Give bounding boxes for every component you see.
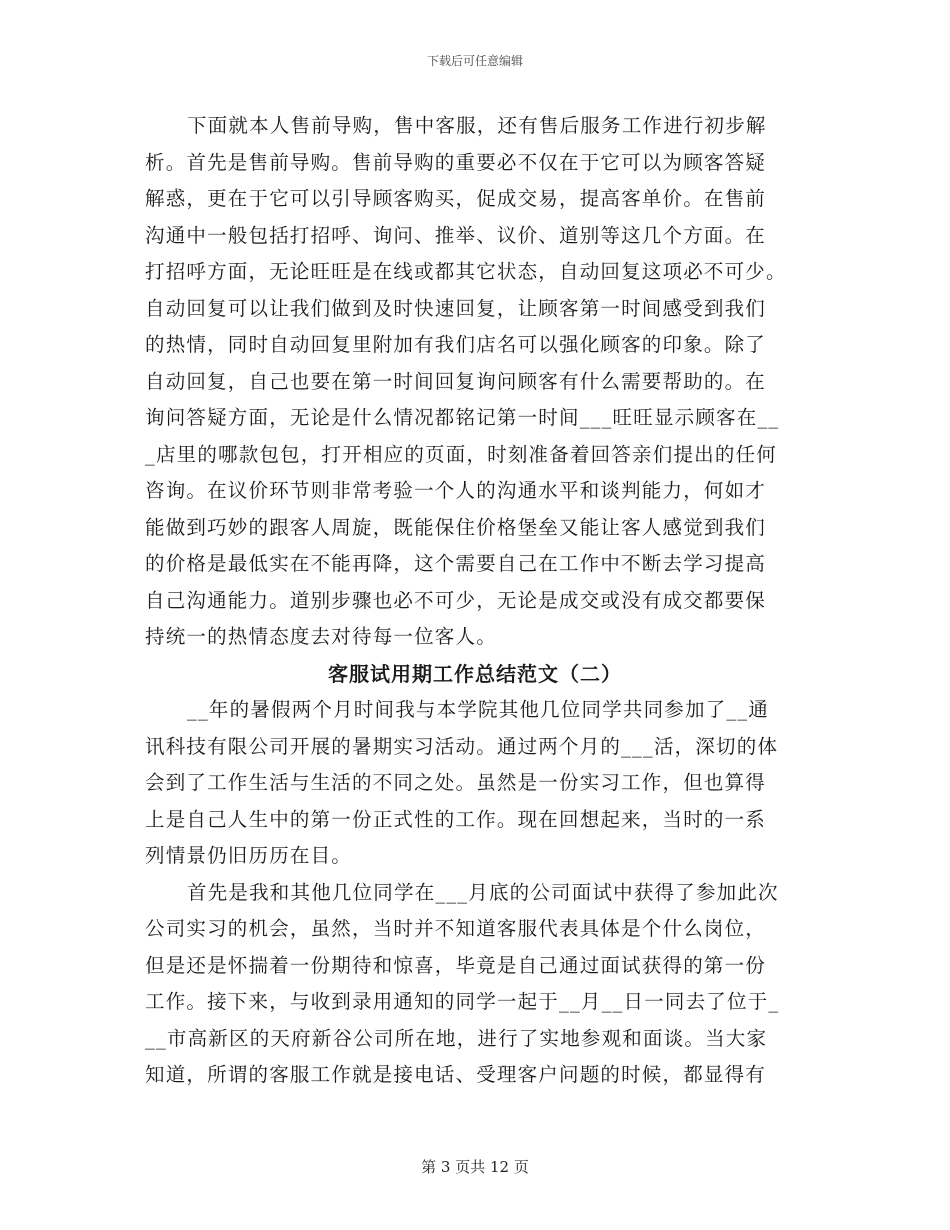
paragraph-line: 询问答疑方面，无论是什么情况都铭记第一时间___旺旺显示顾客在__ — [145, 406, 780, 429]
paragraph-line: 沟通中一般包括打招呼、询问、推举、议价、道别等这几个方面。在 — [145, 223, 767, 247]
paragraph-line: 公司实习的机会，虽然，当时并不知道客服代表具体是个什么岗位， — [145, 917, 767, 940]
paragraph-line: 首先是我和其他几位同学在___月底的公司面试中获得了参加此次 — [187, 880, 779, 904]
paragraph-3 — [145, 875, 805, 1094]
paragraph-line: 析。首先是售前导购。售前导购的重要必不仅在于它可以为顾客答疑 — [145, 150, 767, 174]
paragraph-line: __年的暑假两个月时间我与本学院其他几位同学共同参加了__通 — [187, 698, 770, 721]
paragraph-line: 上是自己人生中的第一份正式性的工作。现在回想起来，当时的一系 — [145, 807, 767, 831]
paragraph-line: 自动回复，自己也要在第一时间回复询问顾客有什么需要帮助的。在 — [145, 369, 767, 393]
paragraph-line: 讯科技有限公司开展的暑期实习活动。通过两个月的___活，深切的体 — [145, 734, 779, 758]
paragraph-line: 会到了工作生活与生活的不同之处。虽然是一份实习工作，但也算得 — [145, 771, 767, 794]
paragraph-line: 自动回复可以让我们做到及时快速回复，让顾客第一时间感受到我们 — [145, 296, 767, 320]
paragraph-line: 持统一的热情态度去对待每一位客人。 — [145, 625, 497, 648]
document-body — [145, 108, 805, 1094]
paragraph-line: 知道，所谓的客服工作就是接电话、受理客户问题的时候，都显得有 — [145, 1063, 767, 1086]
paragraph-2 — [145, 692, 805, 875]
paragraph-1 — [145, 108, 805, 656]
paragraph-line: 打招呼方面，无论旺旺是在线或都其它状态，自动回复这项必不可少。 — [145, 260, 787, 283]
paragraph-line: 能做到巧妙的跟客人周旋，既能保住价格堡垒又能让客人感觉到我们 — [145, 515, 767, 539]
section-title: 客服试用期工作总结范文（二） — [328, 661, 622, 686]
paragraph-line: 列情景仍旧历历在目。 — [145, 844, 353, 867]
paragraph-line: 的价格是最低实在不能再降，这个需要自己在工作中不断去学习提高 — [145, 552, 767, 575]
paragraph-line: 工作。接下来，与收到录用通知的同学一起于__月__日一同去了位于_ — [145, 990, 780, 1013]
paragraph-line: 下面就本人售前导购，售中客服，还有售后服务工作进行初步解 — [187, 114, 767, 137]
paragraph-line: 解惑，更在于它可以引导顾客购买，促成交易，提高客单价。在售前 — [145, 187, 767, 210]
paragraph-line: _店里的哪款包包，打开相应的页面，时刻准备着回答亲们提出的任何 — [145, 442, 777, 466]
paragraph-line: 自己沟通能力。道别步骤也必不可少，无论是成交或没有成交都要保 — [145, 588, 767, 612]
paragraph-line: __市高新区的天府新谷公司所在地，进行了实地参观和面谈。当大家 — [145, 1026, 768, 1050]
paragraph-line: 的热情，同时自动回复里附加有我们店名可以强化顾客的印象。除了 — [145, 333, 767, 356]
paragraph-line: 咨询。在议价环节则非常考验一个人的沟通水平和谈判能力，何如才 — [145, 479, 767, 502]
page-header-note: 下载后可任意编辑 — [426, 54, 523, 68]
paragraph-line: 但是还是怀揣着一份期待和惊喜，毕竟是自己通过面试获得的第一份 — [145, 953, 767, 977]
page-number: 第 3 页共 12 页 — [421, 1158, 529, 1176]
